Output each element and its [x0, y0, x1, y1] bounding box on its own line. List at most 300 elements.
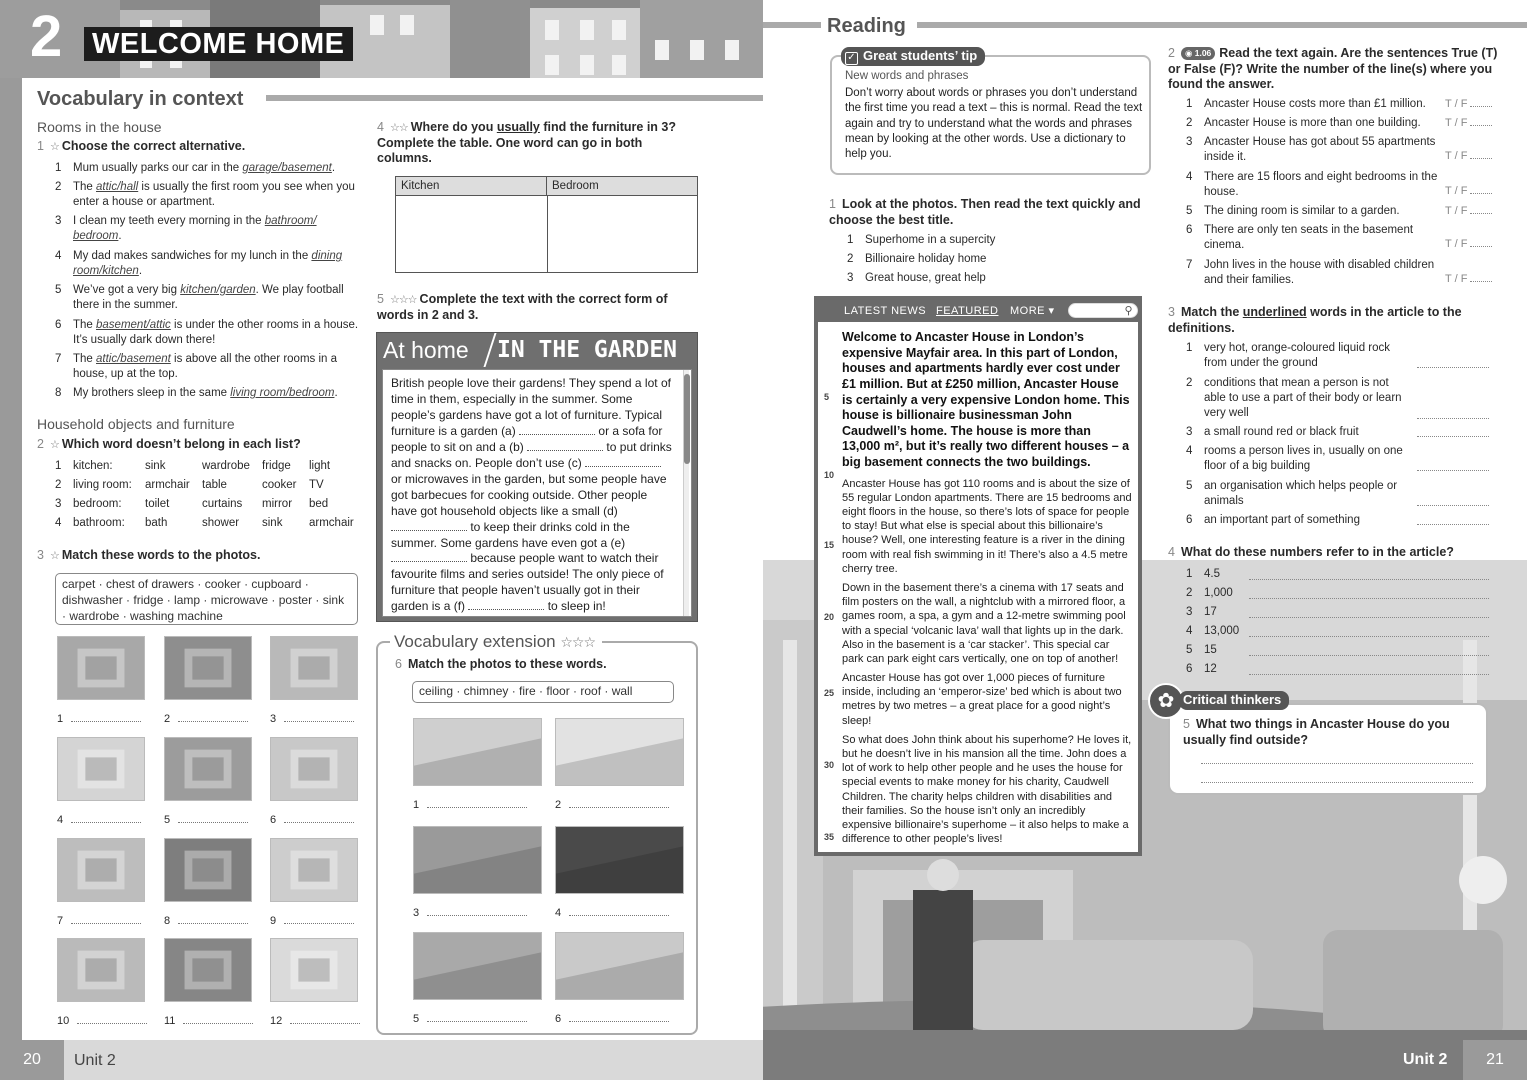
exercise-number: 1 — [37, 139, 44, 153]
article-paragraph-2: Down in the basement there’s a cinema with 17 seats and film posters on the wall, a nightclub with a mirrored floor, a games room, a spa, a gym and a 12-metre swimming pool with a special ‘volcanic lava’ wall that lights up in the dark. Also in the basement is a ‘car stacker’. This special car park can park eight cars vertically, one on top of another! — [842, 581, 1126, 665]
exercise-item — [55, 180, 360, 210]
item-text: Ancaster House costs more than £1 million. — [1204, 98, 1426, 110]
tf-label: T / F — [1445, 150, 1468, 162]
photo-label — [164, 813, 248, 827]
answer-line[interactable] — [71, 713, 141, 722]
furniture-photo — [164, 838, 252, 902]
exercise-number: 6 — [395, 657, 402, 671]
item-text-post: is under the other rooms in a house. It’s usually dark down there! — [73, 319, 359, 347]
building-part-photo — [413, 718, 542, 786]
number-answer-line[interactable] — [1249, 579, 1489, 580]
line-answer[interactable] — [1470, 238, 1492, 247]
photo-label — [555, 906, 669, 920]
exercise-number: 4 — [377, 120, 384, 134]
furniture-photo — [57, 938, 145, 1002]
item-text: There are only ten seats in the basement cinema. — [1204, 224, 1414, 252]
section-title-bar — [917, 22, 1527, 28]
furniture-photo — [270, 737, 358, 801]
item-text-post: . We play football there in the summer. — [73, 284, 344, 312]
title-option[interactable] — [847, 233, 1147, 248]
section-title-bar — [266, 95, 763, 101]
line-number: 30 — [824, 760, 835, 770]
line-number: 25 — [824, 688, 835, 698]
alternative-choice[interactable]: dining room/kitchen — [73, 250, 343, 278]
word-option[interactable]: mirror — [262, 498, 293, 510]
garden-gap-answer[interactable] — [519, 426, 595, 435]
r-exercise-3-heading — [1168, 305, 1498, 336]
star-icon: ☆ — [49, 141, 59, 153]
right-page — [763, 0, 1527, 1080]
item-number: 8 — [55, 387, 62, 399]
answer-line[interactable] — [284, 814, 354, 823]
exercise-item — [55, 386, 360, 401]
exercise-number: 4 — [1168, 545, 1175, 559]
item-text — [73, 249, 360, 279]
true-false-item — [1186, 97, 1441, 112]
true-false-item — [1186, 135, 1441, 165]
photo-label — [57, 813, 141, 827]
item-number: 3 — [55, 215, 62, 227]
star-icon: ☆☆☆ — [389, 294, 417, 306]
photo-number: 4 — [57, 814, 64, 826]
garden-gap-answer[interactable] — [468, 601, 544, 610]
number-answer-line[interactable] — [1249, 674, 1489, 675]
definition-answer-line[interactable] — [1417, 367, 1489, 368]
exercise-instruction-pre: Match the — [1180, 305, 1243, 319]
photo-number: 6 — [555, 1013, 562, 1025]
furniture-photo — [270, 938, 358, 1002]
table-cell-bedroom[interactable] — [550, 199, 695, 269]
article-paragraph-1: Ancaster House has got 110 rooms and is about the size of 55 regular London apartments. There are 15 bedrooms and eight floors in the house, so there’s lots of space for people to stay! But what else is special about this billionaire’s house? Well, one interesting feature is a river in the dining room with real fish swimming in it! There’s also a 4.5 metre cherry tree. — [842, 477, 1132, 575]
exercise-instruction-post: find the furniture in 3? Complete the table. One word can go in both columns. — [377, 120, 676, 166]
item-text-post: . — [118, 230, 122, 243]
item-text: a small round red or black fruit — [1204, 426, 1359, 438]
garden-text-segment: or a sofa for people to sit on and a (b) — [391, 423, 663, 454]
item-text: The dining room is similar to a garden. — [1204, 205, 1400, 217]
photo-label — [413, 1012, 527, 1026]
furniture-photo — [57, 838, 145, 902]
exercise-item — [55, 283, 360, 313]
line-number: 15 — [824, 540, 835, 550]
item-number: 3 — [847, 272, 854, 284]
word-option[interactable]: sink — [145, 460, 166, 472]
exercise-instruction: Match these words to the photos. — [61, 548, 261, 562]
answer-line[interactable] — [178, 713, 248, 722]
word-option[interactable]: toilet — [145, 498, 170, 510]
garden-text-segment: to put drinks and snacks on. People don’t use (c) — [391, 439, 672, 470]
answer-line[interactable] — [569, 1013, 669, 1022]
line-answer[interactable] — [1470, 185, 1492, 194]
answer-line[interactable] — [284, 915, 354, 924]
item-number: 1 — [55, 460, 62, 472]
exercise-number: 5 — [377, 292, 384, 306]
household-row — [55, 459, 360, 475]
item-number: 4 — [1186, 625, 1193, 637]
item-number: 4 — [55, 517, 62, 529]
garden-gap-answer[interactable] — [527, 442, 603, 451]
nav-latest-news[interactable]: LATEST NEWS — [844, 305, 927, 317]
exercise-instruction: Read the text again. Are the sentences True (T) or False (F)? Write the number of the line(s) where you found the answer. — [1168, 46, 1498, 92]
household-row — [55, 516, 360, 532]
item-text — [73, 180, 360, 210]
item-number: 1 — [1186, 342, 1193, 354]
true-false-choice[interactable] — [1445, 237, 1492, 251]
number-answer-line[interactable] — [1249, 655, 1489, 656]
item-number: 6 — [1186, 663, 1193, 675]
exercise-instruction: Choose the correct alternative. — [61, 139, 246, 153]
answer-line-2[interactable] — [1201, 782, 1473, 783]
at-home-label: At home — [383, 337, 469, 363]
true-false-choice[interactable] — [1445, 149, 1492, 163]
garden-gap-answer[interactable] — [391, 522, 467, 531]
exercise-item — [55, 249, 360, 279]
item-number: 2 — [55, 181, 62, 193]
item-number: 2 — [847, 253, 854, 265]
exercise-2-heading — [37, 437, 357, 453]
item-text: Billionaire holiday home — [865, 253, 987, 265]
page-margin-strip — [0, 78, 22, 1040]
photo-number: 7 — [57, 915, 64, 927]
exercise-instruction-pre: Where do you — [410, 120, 497, 134]
item-text: Great house, great help — [865, 272, 986, 284]
item-number: 3 — [1186, 426, 1193, 438]
photo-label — [270, 813, 354, 827]
true-false-choice[interactable] — [1445, 184, 1492, 198]
answer-line[interactable] — [569, 907, 669, 916]
exercise-number: 2 — [1168, 46, 1175, 60]
audio-track-icon[interactable]: ◉ 1.06 — [1181, 47, 1215, 60]
photo-number: 3 — [413, 907, 420, 919]
item-text-pre: The — [73, 181, 97, 193]
answer-line[interactable] — [427, 799, 527, 808]
exercise-item — [55, 318, 360, 348]
answer-line[interactable] — [284, 713, 354, 722]
line-number: 35 — [824, 832, 835, 842]
household-row — [55, 497, 360, 513]
true-false-choice[interactable] — [1445, 116, 1492, 130]
answer-line[interactable] — [178, 915, 248, 924]
item-number: 1 — [55, 162, 62, 174]
exercise-number: 3 — [1168, 305, 1175, 319]
item-text-pre: Mum usually parks our car in the — [73, 162, 243, 174]
garden-text-segment: or microwaves in the garden, but some people have got barbecues for cooking outside. Other people have got household objects like a small (d) — [391, 471, 667, 518]
true-false-item — [1186, 204, 1441, 219]
item-number: 2 — [55, 479, 62, 491]
nav-more[interactable]: MORE ▾ — [1010, 305, 1055, 317]
exercise-instruction: What do these numbers refer to in the article? — [1180, 545, 1454, 559]
table-cell-kitchen[interactable] — [398, 199, 544, 269]
photo-label — [270, 712, 354, 726]
exercise-instruction-post: words in the article to the definitions. — [1168, 305, 1462, 335]
item-text-post: . — [138, 265, 143, 278]
definition-item — [1186, 376, 1411, 422]
star-icon: ☆☆ — [389, 122, 408, 134]
answer-line[interactable] — [569, 799, 669, 808]
exercise-item — [55, 161, 360, 176]
search-icon: ⚲ — [1124, 305, 1133, 317]
tf-label: T / F — [1445, 185, 1468, 197]
item-number: 1 — [847, 234, 854, 246]
footer-right — [763, 1040, 1527, 1080]
item-text: John lives in the house with disabled children and their families. — [1204, 259, 1435, 287]
item-text: 12 — [1204, 663, 1217, 675]
tf-label: T / F — [1445, 273, 1468, 285]
alternative-choice[interactable]: basement/attic — [96, 319, 171, 331]
definition-answer-line[interactable] — [1417, 470, 1489, 471]
answer-line[interactable] — [178, 814, 248, 823]
room-label: kitchen: — [73, 460, 113, 472]
furniture-photo — [270, 838, 358, 902]
definition-answer-line[interactable] — [1417, 436, 1489, 437]
article-paragraph-3: Ancaster House has got over 1,000 pieces of furniture inside, including an ‘emperor-size’ bed which is about two metres by two metres – a great place for a good night’s sleep! — [842, 672, 1122, 727]
definition-answer-line[interactable] — [1417, 418, 1489, 419]
item-number: 1 — [1186, 98, 1193, 110]
left-page — [0, 0, 763, 1080]
title-option[interactable] — [847, 271, 1147, 286]
exercise-6-heading — [395, 657, 695, 673]
garden-text-panel — [382, 369, 692, 617]
photo-label — [57, 1014, 147, 1028]
photo-number: 5 — [413, 1013, 420, 1025]
item-number: 3 — [1186, 136, 1193, 148]
line-answer[interactable] — [1470, 117, 1492, 126]
photo-number: 11 — [164, 1015, 176, 1027]
item-text — [73, 318, 360, 348]
photo-label — [270, 1014, 360, 1028]
line-number: 20 — [824, 612, 835, 622]
article-lead: Welcome to Ancaster House in London’s expensive Mayfair area. In this part of London, houses and apartments hardly ever cost under £1 million. But at £250 million, Ancaster House is certainly a very expensive London home. This house is billionaire businessman John Caudwell’s home. The house is more than 13,000 m², but it’s really two different houses – a big basement connects the two buildings. — [842, 330, 1130, 469]
answer-line-1[interactable] — [1201, 763, 1473, 764]
star-icon: ☆ — [49, 550, 59, 562]
number-answer-line[interactable] — [1249, 617, 1489, 618]
word-option[interactable]: armchair — [309, 517, 354, 529]
unit-number: 2 — [30, 4, 63, 69]
word-option[interactable]: sink — [262, 517, 283, 529]
photo-label — [555, 798, 669, 812]
photo-label — [270, 914, 354, 928]
alternative-choice[interactable]: living room/bedroom — [230, 387, 335, 399]
section-title-reading: Reading — [827, 15, 906, 37]
word-option[interactable]: bed — [309, 498, 329, 510]
item-number: 2 — [1186, 117, 1193, 129]
definition-item — [1186, 444, 1411, 474]
line-answer[interactable] — [1470, 273, 1492, 282]
table-divider — [547, 196, 548, 272]
word-option[interactable]: light — [309, 460, 331, 472]
room-label: bathroom: — [73, 517, 125, 529]
definition-item — [1186, 425, 1411, 440]
subtitle-rooms: Rooms in the house — [37, 119, 162, 135]
item-text: an important part of something — [1204, 514, 1360, 526]
photo-label — [413, 798, 527, 812]
critical-thinkers-tag: Critical thinkers — [1179, 691, 1289, 710]
item-number: 5 — [55, 284, 62, 296]
answer-line[interactable] — [290, 1015, 360, 1024]
true-false-choice[interactable] — [1445, 204, 1492, 218]
photo-label — [57, 712, 141, 726]
ex3-word-box: carpet · chest of drawers · cooker · cupboard · dishwasher · fridge · lamp · microwave · poster · sink · wardrobe · washing machine — [55, 573, 358, 625]
photo-number: 10 — [57, 1015, 70, 1027]
photo-label — [164, 712, 248, 726]
item-number: 4 — [1186, 171, 1193, 183]
item-number: 7 — [55, 353, 62, 365]
photo-label — [164, 914, 248, 928]
alternative-choice[interactable]: attic/basement — [96, 353, 171, 365]
scrollbar-thumb[interactable] — [684, 374, 690, 464]
r-exercise-1-heading — [829, 197, 1153, 228]
word-option[interactable]: bath — [145, 517, 168, 529]
item-number: 2 — [1186, 377, 1193, 389]
exercise-item — [55, 214, 360, 244]
true-false-choice[interactable] — [1445, 97, 1492, 111]
item-text: 17 — [1204, 606, 1217, 618]
item-text: 15 — [1204, 644, 1217, 656]
word-option[interactable]: fridge — [262, 460, 291, 472]
number-answer-line[interactable] — [1249, 636, 1489, 637]
tf-label: T / F — [1445, 238, 1468, 250]
garden-text-segment: British people love their gardens! They spend a lot of time in them, especially in the summer. Some people’s gardens have got a lot of furniture. Typical furniture is a garden (a) — [391, 376, 671, 438]
item-text-post: . — [334, 387, 338, 399]
exercise-instruction-underlined: usually — [496, 120, 540, 134]
check-icon: ✓ — [845, 52, 858, 65]
item-text — [73, 214, 360, 244]
section-title-vocabulary: Vocabulary in context — [37, 88, 244, 110]
ex6-word-box: ceiling · chimney · fire · floor · roof · wall — [412, 681, 674, 703]
nav-featured[interactable]: FEATURED — [936, 305, 999, 317]
line-answer[interactable] — [1470, 150, 1492, 159]
photo-number: 12 — [270, 1015, 283, 1027]
item-number: 6 — [1186, 224, 1193, 236]
furniture-photo — [57, 737, 145, 801]
garden-text — [391, 376, 673, 615]
definition-answer-line[interactable] — [1417, 505, 1489, 506]
true-false-choice[interactable] — [1445, 272, 1492, 286]
critical-thinkers-question — [1183, 717, 1473, 748]
word-option[interactable]: wardrobe — [202, 460, 250, 472]
line-answer[interactable] — [1470, 98, 1492, 107]
exercise-3-heading — [37, 548, 357, 564]
garden-text-segment: to keep their drinks cold in the summer. Some gardens have even got a (e) — [391, 519, 630, 550]
building-part-photo — [555, 826, 684, 894]
alternative-choice[interactable]: kitchen/garden — [180, 284, 256, 296]
garden-text-segment: because people want to watch their favourite films and series outside! The only piece of furniture that people haven’t usually got in their garden is a (f) — [391, 551, 664, 614]
line-answer[interactable] — [1470, 205, 1492, 214]
garden-scrollbar[interactable] — [683, 370, 689, 616]
exercise-number: 5 — [1183, 717, 1190, 731]
garden-gap-answer[interactable] — [391, 553, 467, 562]
unit-title: WELCOME HOME — [84, 27, 353, 61]
tf-label: T / F — [1445, 205, 1468, 217]
item-text — [73, 386, 360, 401]
exercise-number: 1 — [829, 197, 836, 211]
tf-label: T / F — [1445, 98, 1468, 110]
true-false-item — [1186, 170, 1441, 200]
title-divider — [483, 333, 496, 367]
item-text-pre: The — [73, 353, 97, 365]
alternative-choice[interactable]: bathroom/ bedroom — [73, 215, 317, 243]
alternative-choice[interactable]: attic/hall — [96, 181, 139, 193]
item-number: 7 — [1186, 259, 1193, 271]
item-text-pre: My dad makes sandwiches for my lunch in the — [73, 250, 312, 262]
item-text: Ancaster House is more than one building. — [1204, 117, 1421, 129]
item-text-post: . — [331, 162, 336, 174]
exercise-number: 3 — [37, 548, 44, 562]
r-exercise-2-heading — [1168, 46, 1498, 93]
item-number: 5 — [1186, 644, 1193, 656]
word-option[interactable]: armchair — [145, 479, 190, 491]
word-option[interactable]: TV — [309, 479, 324, 491]
tip-body: Don’t worry about words or phrases you don’t understand the first time you read a text – this is normal. Read the text again and try to understand what the words and phrases mean by looking at the other words. Use a dictionary to help you. — [845, 87, 1143, 161]
subtitle-household: Household objects and furniture — [37, 416, 235, 432]
item-text-pre: I clean my teeth every morning in the — [73, 215, 265, 227]
tip-subtitle: New words and phrases — [845, 70, 969, 82]
word-option[interactable]: cooker — [262, 479, 297, 491]
item-text: Ancaster House has got about 55 apartments inside it. — [1204, 136, 1436, 164]
item-text-post: is usually the first room you see when you enter a house or apartment. — [73, 181, 355, 209]
answer-line[interactable] — [77, 1015, 147, 1024]
section-title-bar-left — [763, 22, 821, 28]
exercise-instruction: Match the photos to these words. — [407, 657, 607, 671]
building-part-photo — [413, 932, 542, 1000]
answer-line[interactable] — [71, 814, 141, 823]
answer-line[interactable] — [427, 907, 527, 916]
word-option[interactable]: shower — [202, 517, 240, 529]
article-nav-bar — [818, 300, 1138, 322]
at-home-garden-box — [376, 332, 698, 622]
room-label: bedroom: — [73, 498, 122, 510]
furniture-photo — [270, 636, 358, 700]
word-option[interactable]: table — [202, 479, 227, 491]
news-article — [814, 296, 1142, 856]
ex4-table — [395, 176, 698, 273]
word-option[interactable]: curtains — [202, 498, 243, 510]
item-text: conditions that mean a person is not able to use a part of their body or learn very well — [1204, 377, 1402, 420]
exercise-number: 2 — [37, 437, 44, 451]
photo-label — [164, 1014, 253, 1028]
item-number: 1 — [1186, 568, 1193, 580]
garden-text-segment: to sleep in! — [544, 599, 606, 614]
article-search-input[interactable] — [1068, 303, 1138, 318]
answer-line[interactable] — [71, 915, 141, 924]
definition-answer-line[interactable] — [1417, 524, 1489, 525]
photo-number: 3 — [270, 713, 277, 725]
furniture-photo — [164, 938, 252, 1002]
item-number: 3 — [1186, 606, 1193, 618]
true-false-item — [1186, 223, 1441, 253]
exercise-instruction: Complete the text with the correct form of words in 2 and 3. — [377, 292, 668, 322]
item-text-post: is above all the other rooms in a house, up at the top. — [73, 353, 338, 381]
exercise-1-heading — [37, 139, 357, 155]
page-number-right: 21 — [1463, 1040, 1527, 1080]
photo-label — [555, 1012, 669, 1026]
garden-gap-answer[interactable] — [585, 458, 661, 467]
item-text: Superhome in a supercity — [865, 234, 996, 246]
footer-left — [0, 1040, 763, 1080]
photo-number: 1 — [57, 713, 64, 725]
alternative-choice[interactable]: garage/basement — [242, 162, 332, 174]
photo-number: 2 — [555, 799, 562, 811]
exercise-instruction: Look at the photos. Then read the text quickly and choose the best title. — [829, 197, 1141, 227]
photo-number: 5 — [164, 814, 171, 826]
tf-label: T / F — [1445, 117, 1468, 129]
number-answer-line[interactable] — [1249, 598, 1489, 599]
answer-line[interactable] — [427, 1013, 527, 1022]
title-option[interactable] — [847, 252, 1147, 267]
building-part-photo — [413, 826, 542, 894]
exercise-4-heading — [377, 120, 699, 167]
answer-line[interactable] — [183, 1015, 253, 1024]
star-icon: ☆ — [49, 439, 59, 451]
